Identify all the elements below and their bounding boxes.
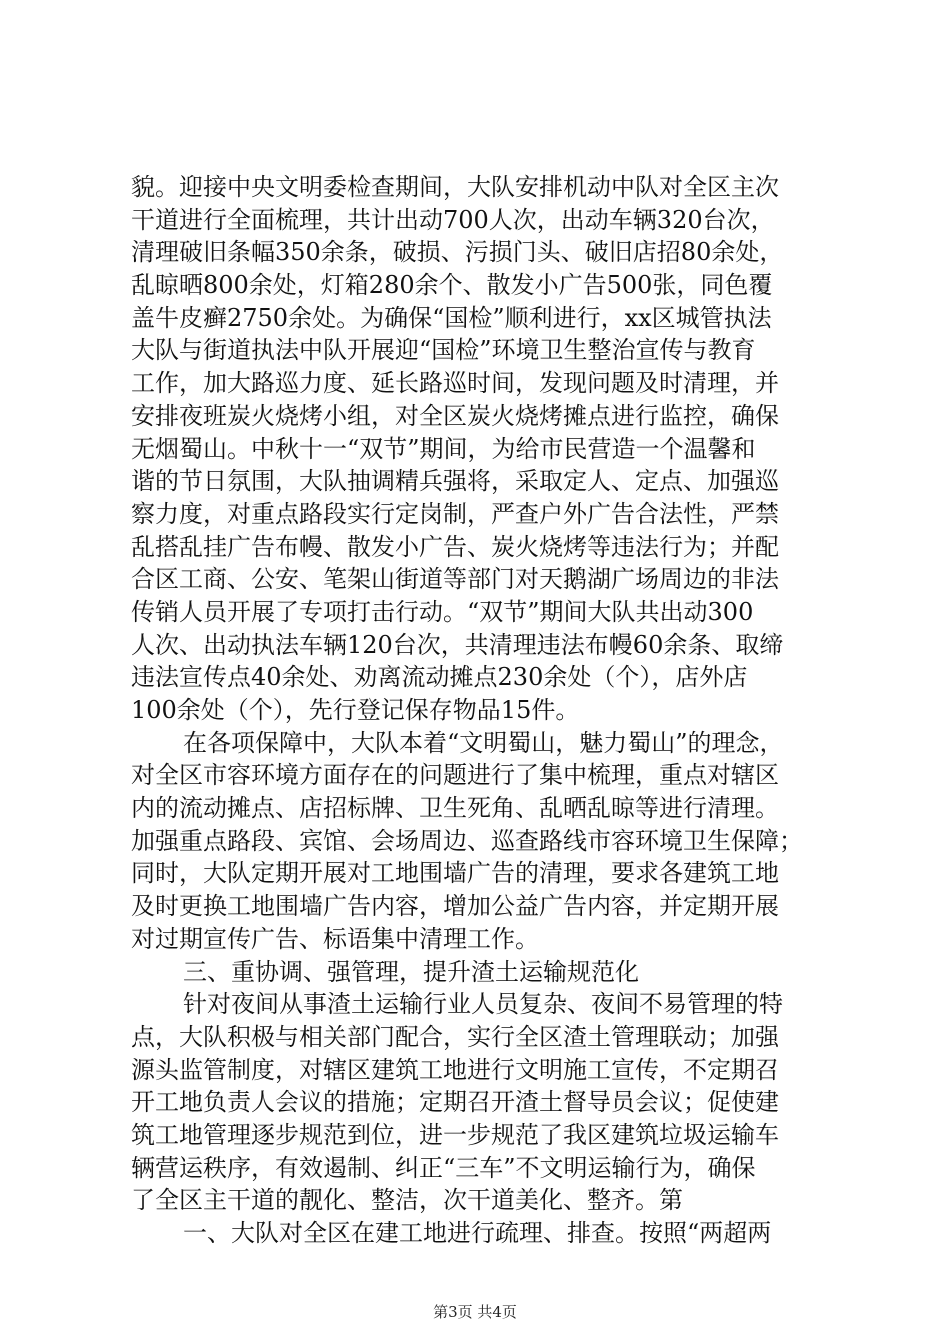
- text-line: 了全区主干道的靓化、整洁，次干道美化、整齐。第: [131, 1186, 683, 1215]
- document-body: [131, 171, 831, 1250]
- text-line: 大队与街道执法中队开展迎“国检”环境卫生整治宣传与教育: [131, 336, 756, 365]
- text-line: 貌。迎接中央文明委检查期间，大队安排机动中队对全区主次: [131, 173, 779, 201]
- section-heading: 三、重协调、强管理，提升渣土运输规范化: [183, 957, 639, 986]
- text-line: 同时，大队定期开展对工地围墙广告的清理，要求各建筑工地: [131, 859, 779, 888]
- text-line: 内的流动摊点、店招标牌、卫生死角、乱晒乱晾等进行清理。: [131, 794, 779, 823]
- text-line: 人次、出动执法车辆120台次，共清理违法布幔60余条、取缔: [131, 630, 784, 659]
- text-line: 谐的节日氛围，大队抽调精兵强将，采取定人、定点、加强巡: [131, 467, 779, 496]
- text-line: 合区工商、公安、笔架山街道等部门对天鹅湖广场周边的非法: [131, 565, 779, 594]
- text-line: 清理破旧条幅350余条，破损、污损门头、破旧店招80余处，: [131, 238, 784, 267]
- page-number-footer: 第3页 共4页: [433, 1303, 517, 1321]
- text-line: 开工地负责人会议的措施；定期召开渣土督导员会议；促使建: [131, 1088, 779, 1117]
- text-line: 工作，加大路巡力度、延长路巡时间，发现问题及时清理，并: [131, 369, 779, 398]
- text-line: 盖牛皮癣2750余处。为确保“国检”顺利进行，xx区城管执法: [131, 303, 772, 332]
- text-line: 干道进行全面梳理，共计出动700人次，出动车辆320台次，: [131, 205, 775, 234]
- text-line: 对过期宣传广告、标语集中清理工作。: [131, 924, 539, 953]
- text-line: 筑工地管理逐步规范到位，进一步规范了我区建筑垃圾运输车: [131, 1120, 779, 1149]
- text-line: 乱晾晒800余处，灯箱280余个、散发小广告500张，同色覆: [131, 271, 773, 300]
- text-line: 无烟蜀山。中秋十一“双节”期间，为给市民营造一个温馨和: [131, 434, 756, 463]
- text-line: 察力度，对重点路段实行定岗制，严查户外广告合法性，严禁: [131, 499, 779, 528]
- text-line: 辆营运秩序，有效遏制、纠正“三车”不文明运输行为，确保: [131, 1153, 756, 1182]
- text-line: 源头监管制度，对辖区建筑工地进行文明施工宣传，不定期召: [131, 1055, 779, 1084]
- text-line: 安排夜班炭火烧烤小组，对全区炭火烧烤摊点进行监控，确保: [131, 401, 779, 430]
- text-line-paragraph-start: 在各项保障中，大队本着“文明蜀山，魅力蜀山”的理念，: [183, 728, 784, 757]
- text-line: 对全区市容环境方面存在的问题进行了集中梳理，重点对辖区: [131, 761, 779, 790]
- text-line-paragraph-start: 一、大队对全区在建工地进行疏理、排查。按照“两超两: [183, 1219, 772, 1247]
- text-line: 加强重点路段、宾馆、会场周边、巡查路线市容环境卫生保障；: [131, 826, 803, 855]
- text-line-paragraph-start: 针对夜间从事渣土运输行业人员复杂、夜间不易管理的特: [183, 990, 783, 1019]
- text-line: 点，大队积极与相关部门配合，实行全区渣土管理联动；加强: [131, 1022, 779, 1051]
- text-line: 及时更换工地围墙广告内容，增加公益广告内容，并定期开展: [131, 892, 779, 921]
- text-line: 违法宣传点40余处、劝离流动摊点230余处（个），店外店: [131, 663, 748, 692]
- text-line: 传销人员开展了专项打击行动。“双节”期间大队共出动300: [131, 597, 754, 626]
- text-line: 100余处（个），先行登记保存物品15件。: [131, 696, 580, 724]
- text-line: 乱搭乱挂广告布幔、散发小广告、炭火烧烤等违法行为；并配: [131, 532, 779, 561]
